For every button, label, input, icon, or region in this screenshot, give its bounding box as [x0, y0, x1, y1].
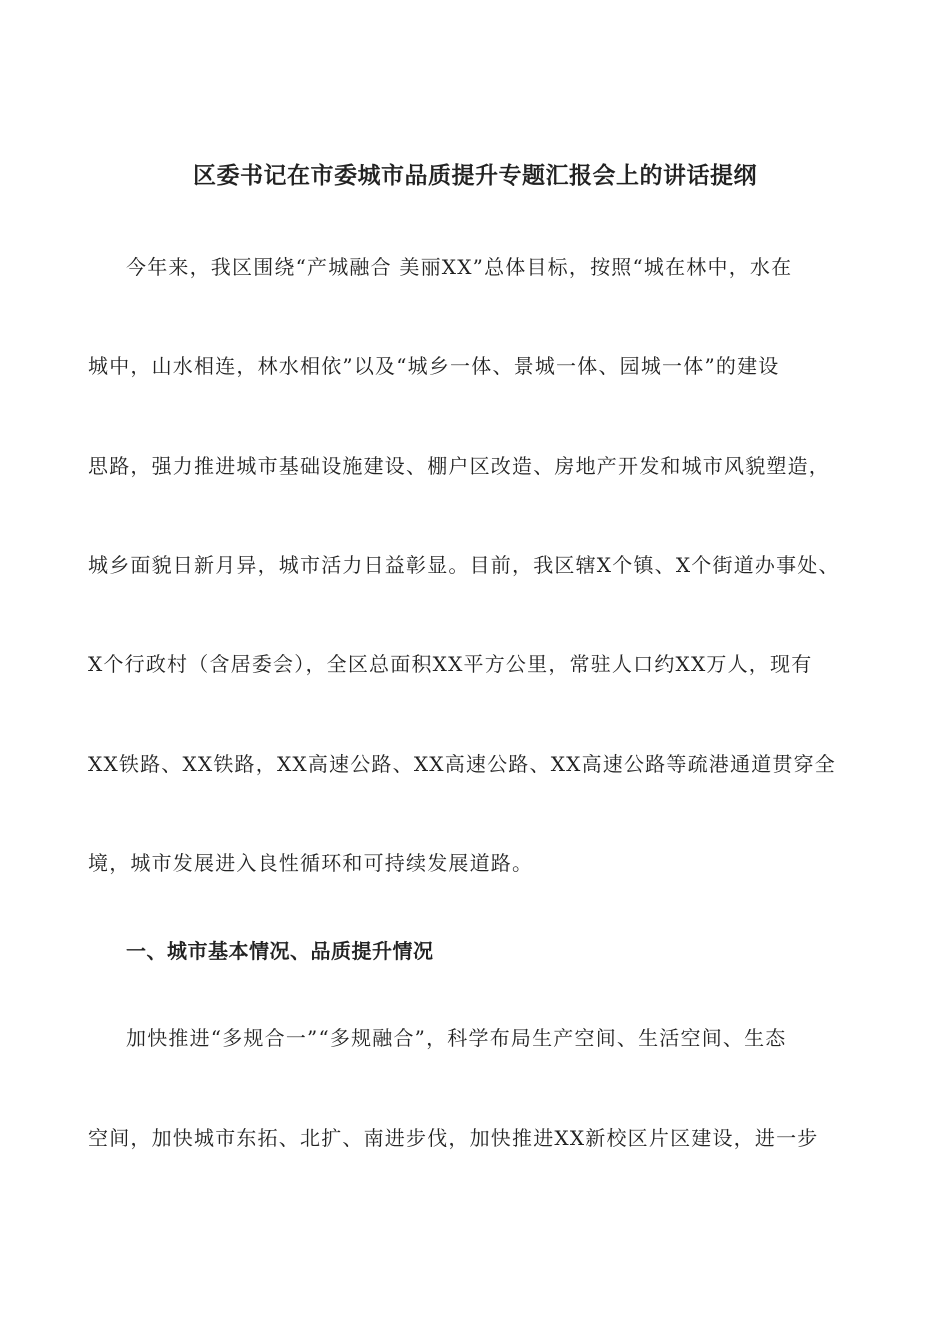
- paragraph-1-line-5: X个行政村（含居委会），全区总面积XX平方公里，常驻人口约XX万人，现有: [88, 652, 813, 676]
- section-1-heading: 一、城市基本情况、品质提升情况: [126, 939, 434, 963]
- paragraph-1-line-7: 境，城市发展进入良性循环和可持续发展道路。: [88, 851, 534, 875]
- paragraph-2-line-2: 空间，加快城市东拓、北扩、南进步伐，加快推进XX新校区片区建设，进一步: [88, 1126, 819, 1150]
- document-title: 区委书记在市委城市品质提升专题汇报会上的讲话提纲: [193, 162, 757, 189]
- paragraph-1-line-6: XX铁路、XX铁路，XX高速公路、XX高速公路、XX高速公路等疏港通道贯穿全: [88, 752, 836, 776]
- paragraph-1-line-2: 城中，山水相连，林水相依”以及“城乡一体、景城一体、园城一体”的建设: [88, 354, 780, 378]
- paragraph-1-line-1: 今年来，我区围绕“产城融合 美丽XX”总体目标，按照“城在林中，水在: [126, 255, 793, 279]
- paragraph-2-line-1: 加快推进“多规合一”“多规融合”，科学布局生产空间、生活空间、生态: [126, 1026, 787, 1050]
- paragraph-1-line-3: 思路，强力推进城市基础设施建设、棚户区改造、房地产开发和城市风貌塑造，: [88, 454, 830, 478]
- paragraph-1-line-4: 城乡面貌日新月异，城市活力日益彰显。目前，我区辖X个镇、X个街道办事处、: [88, 553, 840, 577]
